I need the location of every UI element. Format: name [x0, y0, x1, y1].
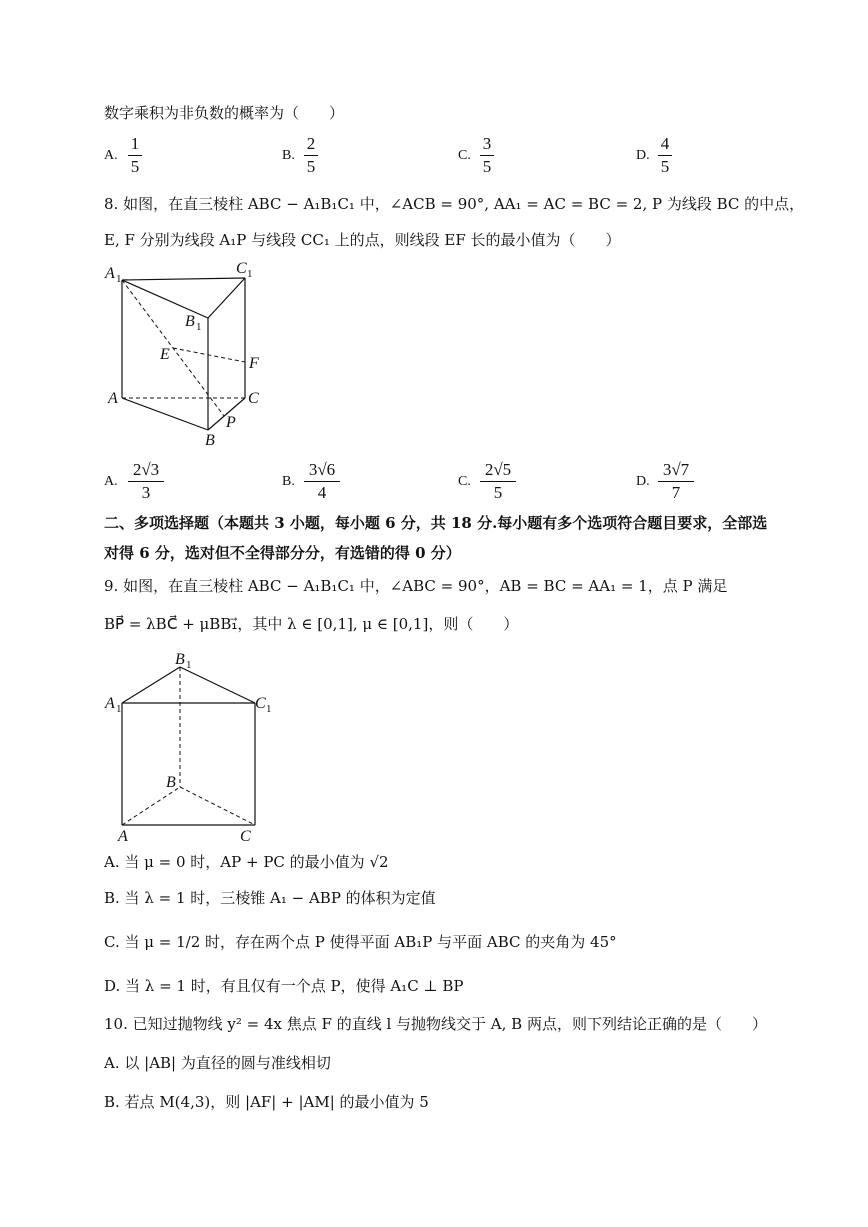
- q9-option-b: B. 当 λ = 1 时，三棱锥 A₁ − ABP 的体积为定值: [104, 889, 436, 907]
- fraction: [304, 460, 340, 503]
- fraction: [128, 134, 142, 177]
- q8-line-1: 8. 如图，在直三棱柱 ABC − A₁B₁C₁ 中，∠ACB = 90°, AA₁ = AC = BC = 2, P 为线段 BC 的中点，: [104, 195, 805, 213]
- label-A: A: [108, 390, 118, 407]
- denominator: 7: [671, 483, 681, 502]
- q8-line-2: E, F 分别为线段 A₁P 与线段 CC₁ 上的点，则线段 EF 长的最小值为（ ）: [104, 231, 621, 249]
- denominator: 5: [493, 483, 503, 502]
- option-label: C.: [458, 474, 471, 489]
- q7-tail-text: 数字乘积为非负数的概率为（ ）: [104, 104, 345, 122]
- label-B1: B: [185, 313, 195, 330]
- q9-option-a: A. 当 μ = 0 时，AP + PC 的最小值为 √2: [104, 853, 389, 871]
- fraction: [480, 134, 494, 177]
- option-label: B.: [282, 148, 295, 163]
- option-label: A.: [104, 148, 118, 163]
- label-B1: B: [175, 651, 185, 668]
- label-C1: C: [255, 695, 266, 712]
- q8-option-b: [282, 460, 362, 510]
- fraction: [480, 460, 516, 503]
- label-A1: A: [105, 265, 115, 282]
- label-E: E: [160, 346, 170, 363]
- q7-option-a: [104, 134, 164, 184]
- q9-line-1: 9. 如图，在直三棱柱 ABC − A₁B₁C₁ 中，∠ABC = 90°，AB = BC = AA₁ = 1，点 P 满足: [104, 577, 728, 595]
- q9-option-c: C. 当 μ = 1/2 时，存在两个点 P 使得平面 AB₁P 与平面 ABC 的夹角为 45°: [104, 933, 617, 951]
- option-label: D.: [636, 148, 650, 163]
- fraction: [658, 460, 694, 503]
- option-label: C.: [458, 148, 471, 163]
- q8-option-a: [104, 460, 184, 510]
- label-C: C: [240, 828, 251, 845]
- fraction: [658, 134, 672, 177]
- option-label: D.: [636, 474, 650, 489]
- option-label: A.: [104, 474, 118, 489]
- q7-option-c: [458, 134, 518, 184]
- option-label: B.: [282, 474, 295, 489]
- numerator: 2√5: [484, 460, 512, 479]
- fraction: [304, 134, 318, 177]
- denominator: 5: [660, 157, 670, 176]
- subscript: 1: [266, 703, 272, 715]
- section-2-heading-line-1: 二、多项选择题（本题共 3 小题，每小题 6 分，共 18 分.每小题有多个选项符合题目要求，全部选: [104, 514, 768, 532]
- label-P: P: [226, 414, 236, 431]
- q9-line-2: BP⃗ = λBC⃗ + μBB₁⃗，其中 λ ∈ [0,1], μ ∈ [0,1]，则（ ）: [104, 615, 519, 633]
- q7-option-d: [636, 134, 696, 184]
- q8-option-c: [458, 460, 538, 510]
- section-2-heading-line-2: 对得 6 分，选对但不全得部分分，有选错的得 0 分）: [104, 544, 461, 562]
- label-C1: C: [236, 260, 247, 277]
- label-C: C: [248, 390, 259, 407]
- numerator: 3√6: [308, 460, 336, 479]
- denominator: 5: [482, 157, 492, 176]
- numerator: 2: [306, 134, 316, 153]
- denominator: 5: [306, 157, 316, 176]
- subscript: 1: [247, 268, 253, 280]
- label-A1: A: [105, 695, 115, 712]
- numerator: 4: [660, 134, 670, 153]
- subscript: 1: [196, 321, 202, 333]
- q10-option-b: B. 若点 M(4,3)，则 |AF| + |AM| 的最小值为 5: [104, 1093, 429, 1111]
- q7-option-b: [282, 134, 342, 184]
- q8-option-d: [636, 460, 716, 510]
- q9-option-d: D. 当 λ = 1 时，有且仅有一个点 P，使得 A₁C ⊥ BP: [104, 977, 464, 995]
- numerator: 3: [482, 134, 492, 153]
- label-B: B: [166, 774, 176, 791]
- q9-prism-figure: [100, 645, 285, 845]
- denominator: 3: [141, 483, 151, 502]
- label-F: F: [249, 355, 259, 372]
- subscript: 1: [186, 659, 192, 671]
- numerator: 2√3: [132, 460, 160, 479]
- denominator: 5: [130, 157, 140, 176]
- numerator: 3√7: [662, 460, 690, 479]
- subscript: 1: [116, 703, 122, 715]
- q8-prism-figure: [100, 258, 275, 453]
- subscript: 1: [116, 273, 122, 285]
- q10-line-1: 10. 已知过抛物线 y² = 4x 焦点 F 的直线 l 与抛物线交于 A, B 两点，则下列结论正确的是（ ）: [104, 1015, 767, 1033]
- label-B: B: [205, 432, 215, 449]
- denominator: 4: [317, 483, 327, 502]
- fraction: [128, 460, 164, 503]
- label-A: A: [118, 828, 128, 845]
- q10-option-a: A. 以 |AB| 为直径的圆与准线相切: [104, 1054, 331, 1072]
- numerator: 1: [130, 134, 140, 153]
